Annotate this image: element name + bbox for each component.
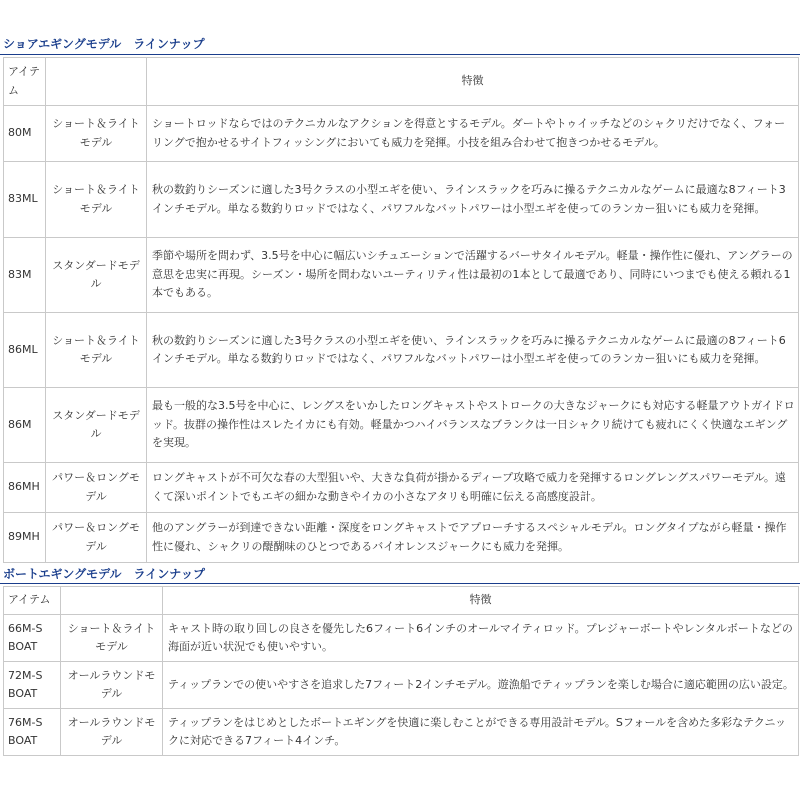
model-code: 83ML (4, 162, 46, 238)
model-description: ティップランをはじめとしたボートエギングを快適に楽しむことができる専用設計モデル。Sフォールを含めた多彩なテクニックに対応できる7フィート4インチ。 (163, 709, 799, 756)
table-row (4, 162, 799, 238)
boat-title-rule (0, 583, 800, 584)
table-row (4, 238, 799, 313)
table-row (4, 463, 799, 513)
shore-lineup-table (3, 57, 799, 563)
table-row (4, 313, 799, 388)
model-type: ショート＆ライトモデル (46, 162, 147, 238)
shore-header-item: アイテム (4, 58, 46, 106)
model-type: オールラウンドモデル (61, 662, 163, 709)
model-description: ショートロッドならではのテクニカルなアクションを得意とするモデル。ダートやトゥイッチなどのシャクリだけでなく、フォーリングで抱かせるサイトフィッシングにおいても威力を発揮。小技を組み合わせて抱きつかせるモデル。 (147, 106, 799, 162)
table-row (4, 709, 799, 756)
shore-header-row (4, 58, 799, 106)
model-type: パワー＆ロングモデル (46, 513, 147, 563)
model-description: 季節や場所を問わず、3.5号を中心に幅広いシチュエーションで活躍するバーサタイルモデル。軽量・操作性に優れ、アングラーの意思を忠実に再現。シーズン・場所を問わないユーティリティ性は最初の1本として最適であり、同時にいつまでも使える頼れる1本でもある。 (147, 238, 799, 313)
model-description: 最も一般的な3.5号を中心に、レングスをいかしたロングキャストやストロークの大きなジャークにも対応する軽量アウトガイドロッド。抜群の操作性はスレたイカにも有効。軽量かつハイバランスなブランクは一日シャクリ続けても疲れにくく快適なエギングを実現。 (147, 388, 799, 463)
table-row (4, 388, 799, 463)
model-code: 66M-S BOAT (4, 615, 61, 662)
boat-header-item: アイテム (4, 587, 61, 615)
model-code: 86MH (4, 463, 46, 513)
model-code: 80M (4, 106, 46, 162)
model-description: 秋の数釣りシーズンに適した3号クラスの小型エギを使い、ラインスラックを巧みに操るテクニカルなゲームに最適の8フィート6インチモデル。単なる数釣りロッドではなく、パワフルなバットパワーは小型エギを使ってのランカー狙いにも威力を発揮。 (147, 313, 799, 388)
model-code: 86M (4, 388, 46, 463)
model-type: ショート＆ライトモデル (46, 106, 147, 162)
model-code: 86ML (4, 313, 46, 388)
model-description: キャスト時の取り回しの良さを優先した6フィート6インチのオールマイティロッド。プレジャーボートやレンタルボートなどの海面が近い状況でも使いやすい。 (163, 615, 799, 662)
model-type: オールラウンドモデル (61, 709, 163, 756)
boat-lineup-table (3, 586, 799, 756)
table-row (4, 513, 799, 563)
model-code: 76M-S BOAT (4, 709, 61, 756)
model-description: ティップランでの使いやすさを追求した7フィート2インチモデル。遊漁船でティップランを楽しむ場合に適応範囲の広い設定。 (163, 662, 799, 709)
model-code: 72M-S BOAT (4, 662, 61, 709)
model-type: パワー＆ロングモデル (46, 463, 147, 513)
table-row (4, 662, 799, 709)
shore-header-feature: 特徴 (147, 58, 799, 106)
boat-header-row (4, 587, 799, 615)
shore-header-type (46, 58, 147, 106)
model-code: 83M (4, 238, 46, 313)
model-type: スタンダードモデル (46, 388, 147, 463)
table-row (4, 106, 799, 162)
boat-section-title: ボートエギングモデル ラインナップ (3, 567, 205, 581)
model-description: 他のアングラーが到達できない距離・深度をロングキャストでアプローチするスペシャルモデル。ロングタイプながら軽量・操作性に優れ、シャクリの醍醐味のひとつであるバイオレンスジャークにも威力を発揮。 (147, 513, 799, 563)
boat-header-type (61, 587, 163, 615)
model-description: ロングキャストが不可欠な春の大型狙いや、大きな負荷が掛かるディープ攻略で威力を発揮するロングレングスパワーモデル。遠くて深いポイントでもエギの細かな動きやイカの小さなアタリも明確に伝える高感度設計。 (147, 463, 799, 513)
shore-section-title: ショアエギングモデル ラインナップ (3, 37, 205, 51)
boat-header-feature: 特徴 (163, 587, 799, 615)
model-description: 秋の数釣りシーズンに適した3号クラスの小型エギを使い、ラインスラックを巧みに操るテクニカルなゲームに最適な8フィート3インチモデル。単なる数釣りロッドではなく、パワフルなバットパワーは小型エギを使ってのランカー狙いにも威力を発揮。 (147, 162, 799, 238)
model-type: ショート＆ライトモデル (61, 615, 163, 662)
model-type: ショート＆ライトモデル (46, 313, 147, 388)
model-type: スタンダードモデル (46, 238, 147, 313)
model-code: 89MH (4, 513, 46, 563)
table-row (4, 615, 799, 662)
shore-title-rule (0, 54, 800, 55)
